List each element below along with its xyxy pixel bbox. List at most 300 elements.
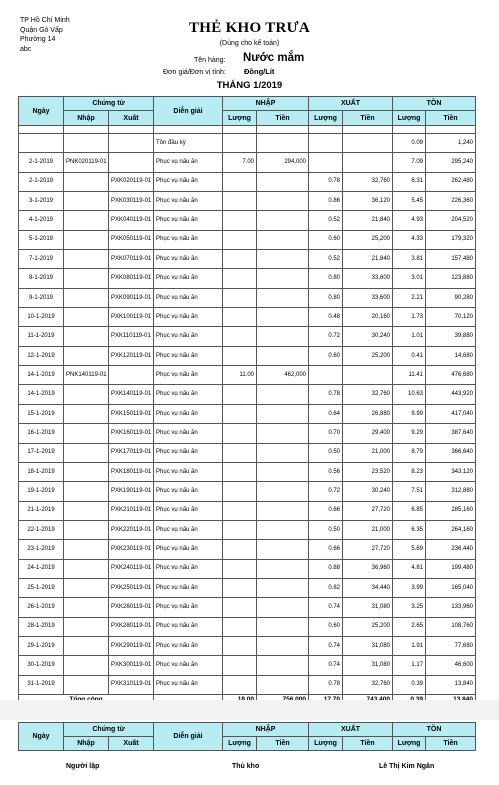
export-qty bbox=[309, 366, 343, 385]
ledger-row bbox=[19, 520, 476, 539]
export-voucher: PXK220119-01 bbox=[109, 520, 154, 539]
entry-description: Phục vụ nấu ăn bbox=[154, 520, 223, 539]
header-stock: TỒN bbox=[393, 97, 476, 111]
stock-qty: 3.81 bbox=[393, 250, 426, 269]
entry-date: 29-1-2019 bbox=[19, 636, 64, 655]
ledger-row bbox=[19, 675, 476, 694]
entry-description: Phục vụ nấu ăn bbox=[154, 617, 223, 636]
import-voucher bbox=[64, 559, 109, 578]
export-voucher: PXK280119-01 bbox=[109, 617, 154, 636]
stock-amount: 123,880 bbox=[426, 269, 476, 288]
export-voucher: PXK110119-01 bbox=[109, 327, 154, 346]
import-voucher bbox=[64, 656, 109, 675]
ledger-row bbox=[19, 192, 476, 211]
import-qty bbox=[223, 327, 257, 346]
ledger-row bbox=[19, 269, 476, 288]
entry-description: Phục vụ nấu ăn bbox=[154, 636, 223, 655]
export-voucher: PXK160119-01 bbox=[109, 424, 154, 443]
import-amount bbox=[257, 424, 309, 443]
entry-date: 31-1-2019 bbox=[19, 675, 64, 694]
export-voucher: PXK250119-01 bbox=[109, 578, 154, 597]
ledger-row bbox=[19, 153, 476, 172]
header-import-amount: Tiền bbox=[257, 111, 309, 126]
stock-amount: 264,160 bbox=[426, 520, 476, 539]
import-qty bbox=[223, 385, 257, 404]
export-qty: 0.78 bbox=[309, 172, 343, 191]
import-amount bbox=[257, 462, 309, 481]
stock-amount: 13,840 bbox=[426, 675, 476, 694]
stock-qty: 1.91 bbox=[393, 636, 426, 655]
stock-amount: 295,240 bbox=[426, 153, 476, 172]
stock-qty: 5.69 bbox=[393, 540, 426, 559]
export-amount: 21,000 bbox=[343, 443, 393, 462]
stock-qty: 11.41 bbox=[393, 366, 426, 385]
org-district: Quận Gò Vấp bbox=[20, 26, 63, 34]
import-voucher bbox=[64, 578, 109, 597]
unit-value: Đồng/Lít bbox=[244, 67, 275, 76]
header-import-doc: Nhập bbox=[64, 737, 109, 751]
entry-description: Phục vụ nấu ăn bbox=[154, 578, 223, 597]
export-voucher: PXK290119-01 bbox=[109, 636, 154, 655]
stock-qty: 9.99 bbox=[393, 404, 426, 423]
entry-date: 2-1-2019 bbox=[19, 153, 64, 172]
entry-description: Phục vụ nấu ăn bbox=[154, 172, 223, 191]
entry-date: 19-1-2019 bbox=[19, 482, 64, 501]
stock-amount: 312,880 bbox=[426, 482, 476, 501]
export-qty: 0.72 bbox=[309, 482, 343, 501]
entry-date: 15-1-2019 bbox=[19, 404, 64, 423]
import-voucher bbox=[64, 172, 109, 191]
stock-qty: 0.39 bbox=[393, 675, 426, 694]
header-import-amount: Tiền bbox=[257, 737, 309, 751]
stock-qty: 2.65 bbox=[393, 617, 426, 636]
import-qty bbox=[223, 211, 257, 230]
entry-date: 22-1-2019 bbox=[19, 520, 64, 539]
stock-amount: 14,680 bbox=[426, 346, 476, 365]
export-voucher: PXK150119-01 bbox=[109, 404, 154, 423]
ledger-row bbox=[19, 346, 476, 365]
export-qty: 0.82 bbox=[309, 578, 343, 597]
import-amount bbox=[257, 443, 309, 462]
import-amount bbox=[257, 192, 309, 211]
item-name-label: Tên hàng: bbox=[194, 57, 226, 64]
stock-qty: 3.25 bbox=[393, 598, 426, 617]
stock-amount: 108,760 bbox=[426, 617, 476, 636]
import-amount bbox=[257, 404, 309, 423]
import-qty bbox=[223, 501, 257, 520]
import-amount bbox=[257, 250, 309, 269]
entry-date: 26-1-2019 bbox=[19, 598, 64, 617]
import-qty bbox=[223, 656, 257, 675]
export-amount: 21,840 bbox=[343, 250, 393, 269]
header-export-amount: Tiền bbox=[343, 111, 393, 126]
page-subtitle: (Dùng cho kế toán) bbox=[219, 40, 280, 47]
header-date: Ngày bbox=[19, 97, 64, 126]
export-qty: 0.48 bbox=[309, 308, 343, 327]
entry-date: 10-1-2019 bbox=[19, 308, 64, 327]
import-voucher bbox=[64, 424, 109, 443]
import-voucher bbox=[64, 308, 109, 327]
import-qty bbox=[223, 462, 257, 481]
export-qty: 0.86 bbox=[309, 192, 343, 211]
export-voucher: PXK180119-01 bbox=[109, 462, 154, 481]
export-qty: 0.52 bbox=[309, 250, 343, 269]
unit-label: Đơn giá/Đơn vị tính: bbox=[163, 69, 226, 76]
entry-description: Phục vụ nấu ăn bbox=[154, 482, 223, 501]
header-export-qty: Lượng bbox=[309, 737, 343, 751]
ledger-row bbox=[19, 656, 476, 675]
export-qty: 0.64 bbox=[309, 404, 343, 423]
export-qty: 0.80 bbox=[309, 269, 343, 288]
import-amount bbox=[257, 211, 309, 230]
import-qty bbox=[223, 598, 257, 617]
entry-date: 30-1-2019 bbox=[19, 656, 64, 675]
export-qty: 0.88 bbox=[309, 559, 343, 578]
stock-qty: 4.93 bbox=[393, 211, 426, 230]
export-voucher: PXK020119-01 bbox=[109, 172, 154, 191]
export-amount: 33,600 bbox=[343, 288, 393, 307]
signature-storekeeper: Thủ kho bbox=[232, 763, 260, 770]
ledger-row bbox=[19, 288, 476, 307]
import-voucher: PNK140119-01 bbox=[64, 366, 109, 385]
ledger-row bbox=[19, 424, 476, 443]
import-amount: 462,000 bbox=[257, 366, 309, 385]
import-amount bbox=[257, 385, 309, 404]
import-qty bbox=[223, 424, 257, 443]
header-date: Ngày bbox=[19, 723, 64, 751]
ledger-row bbox=[19, 366, 476, 385]
export-amount: 36,960 bbox=[343, 559, 393, 578]
import-amount bbox=[257, 269, 309, 288]
stock-amount: 39,880 bbox=[426, 327, 476, 346]
export-qty bbox=[309, 153, 343, 172]
ledger-row bbox=[19, 230, 476, 249]
entry-description: Phục vụ nấu ăn bbox=[154, 598, 223, 617]
export-amount: 36,120 bbox=[343, 192, 393, 211]
ledger-row bbox=[19, 211, 476, 230]
import-amount: 294,000 bbox=[257, 153, 309, 172]
entry-date: 14-1-2019 bbox=[19, 385, 64, 404]
header-export-doc: Xuất bbox=[109, 111, 154, 126]
export-voucher: PXK050119-01 bbox=[109, 230, 154, 249]
import-voucher bbox=[64, 501, 109, 520]
stock-amount: 262,480 bbox=[426, 172, 476, 191]
opening-balance-row bbox=[19, 134, 476, 153]
entry-description: Phục vụ nấu ăn bbox=[154, 501, 223, 520]
export-qty: 0.78 bbox=[309, 385, 343, 404]
export-voucher: PXK070119-01 bbox=[109, 250, 154, 269]
entry-description: Phục vụ nấu ăn bbox=[154, 250, 223, 269]
opening-stock-amount: 1,240 bbox=[426, 134, 476, 153]
export-qty: 0.80 bbox=[309, 288, 343, 307]
import-qty: 11.00 bbox=[223, 366, 257, 385]
export-qty: 0.66 bbox=[309, 501, 343, 520]
entry-date: 11-1-2019 bbox=[19, 327, 64, 346]
import-qty bbox=[223, 578, 257, 597]
export-voucher: PXK120119-01 bbox=[109, 346, 154, 365]
stock-amount: 285,160 bbox=[426, 501, 476, 520]
header-description: Diễn giải bbox=[154, 723, 223, 751]
header-import-qty: Lượng bbox=[223, 737, 257, 751]
stock-amount: 417,040 bbox=[426, 404, 476, 423]
export-voucher: PXK260119-01 bbox=[109, 598, 154, 617]
entry-description: Phục vụ nấu ăn bbox=[154, 269, 223, 288]
export-amount: 30,240 bbox=[343, 482, 393, 501]
ledger-row bbox=[19, 617, 476, 636]
entry-description: Phục vụ nấu ăn bbox=[154, 211, 223, 230]
export-qty: 0.78 bbox=[309, 675, 343, 694]
import-qty bbox=[223, 308, 257, 327]
import-amount bbox=[257, 482, 309, 501]
entry-description: Phục vụ nấu ăn bbox=[154, 366, 223, 385]
entry-date: 16-1-2019 bbox=[19, 424, 64, 443]
entry-description: Phục vụ nấu ăn bbox=[154, 675, 223, 694]
entry-date: 4-1-2019 bbox=[19, 211, 64, 230]
export-amount: 20,160 bbox=[343, 308, 393, 327]
stock-qty: 9.29 bbox=[393, 424, 426, 443]
import-qty bbox=[223, 443, 257, 462]
ledger-row bbox=[19, 501, 476, 520]
page-title: THẺ KHO TRƯA bbox=[188, 20, 311, 36]
org-name: abc bbox=[20, 45, 32, 53]
stock-amount: 226,360 bbox=[426, 192, 476, 211]
import-amount bbox=[257, 308, 309, 327]
entry-description: Phục vụ nấu ăn bbox=[154, 385, 223, 404]
import-amount bbox=[257, 172, 309, 191]
header-stock-amount: Tiền bbox=[426, 111, 476, 126]
export-qty: 0.50 bbox=[309, 520, 343, 539]
ledger-row bbox=[19, 250, 476, 269]
export-qty: 0.66 bbox=[309, 540, 343, 559]
ledger-row bbox=[19, 385, 476, 404]
export-voucher: PXK100119-01 bbox=[109, 308, 154, 327]
export-qty: 0.70 bbox=[309, 424, 343, 443]
stock-qty: 8.79 bbox=[393, 443, 426, 462]
export-amount: 34,440 bbox=[343, 578, 393, 597]
import-amount bbox=[257, 346, 309, 365]
entry-description: Phục vụ nấu ăn bbox=[154, 153, 223, 172]
export-amount: 21,000 bbox=[343, 520, 393, 539]
report-month: THÁNG 1/2019 bbox=[216, 80, 283, 91]
stock-amount: 157,480 bbox=[426, 250, 476, 269]
export-amount: 23,520 bbox=[343, 462, 393, 481]
header-export-amount: Tiền bbox=[343, 737, 393, 751]
import-voucher bbox=[64, 443, 109, 462]
export-amount: 25,200 bbox=[343, 230, 393, 249]
import-voucher bbox=[64, 211, 109, 230]
entry-description: Phục vụ nấu ăn bbox=[154, 288, 223, 307]
entry-date: 18-1-2019 bbox=[19, 462, 64, 481]
ledger-row bbox=[19, 443, 476, 462]
ledger-row bbox=[19, 540, 476, 559]
export-voucher: PXK080119-01 bbox=[109, 269, 154, 288]
stock-amount: 70,120 bbox=[426, 308, 476, 327]
import-qty bbox=[223, 636, 257, 655]
export-amount: 32,760 bbox=[343, 385, 393, 404]
header-stock-qty: Lượng bbox=[393, 737, 426, 751]
import-qty bbox=[223, 230, 257, 249]
ledger-row bbox=[19, 559, 476, 578]
header-stock-qty: Lượng bbox=[393, 111, 426, 126]
export-voucher: PXK300119-01 bbox=[109, 656, 154, 675]
export-qty: 0.74 bbox=[309, 598, 343, 617]
entry-date: 17-1-2019 bbox=[19, 443, 64, 462]
import-amount bbox=[257, 540, 309, 559]
export-amount: 26,880 bbox=[343, 404, 393, 423]
export-amount: 32,760 bbox=[343, 675, 393, 694]
export-voucher bbox=[109, 366, 154, 385]
import-amount bbox=[257, 578, 309, 597]
entry-description: Phục vụ nấu ăn bbox=[154, 192, 223, 211]
import-amount bbox=[257, 656, 309, 675]
entry-description: Phục vụ nấu ăn bbox=[154, 404, 223, 423]
entry-date: 21-1-2019 bbox=[19, 501, 64, 520]
import-amount bbox=[257, 230, 309, 249]
header-export-qty: Lượng bbox=[309, 111, 343, 126]
entry-description: Phục vụ nấu ăn bbox=[154, 308, 223, 327]
header-voucher: Chứng từ bbox=[64, 97, 154, 111]
export-voucher: PXK140119-01 bbox=[109, 385, 154, 404]
opening-stock-qty: 0.09 bbox=[393, 134, 426, 153]
export-amount: 31,080 bbox=[343, 656, 393, 675]
import-qty bbox=[223, 346, 257, 365]
export-voucher: PXK170119-01 bbox=[109, 443, 154, 462]
header-voucher: Chứng từ bbox=[64, 723, 154, 737]
entry-date: 7-1-2019 bbox=[19, 250, 64, 269]
export-amount: 29,400 bbox=[343, 424, 393, 443]
export-amount bbox=[343, 153, 393, 172]
stock-amount: 343,120 bbox=[426, 462, 476, 481]
stock-amount: 199,480 bbox=[426, 559, 476, 578]
repeated-header-table bbox=[18, 722, 476, 751]
export-amount: 30,240 bbox=[343, 327, 393, 346]
export-amount: 32,760 bbox=[343, 172, 393, 191]
import-qty bbox=[223, 559, 257, 578]
header-stock-amount: Tiền bbox=[426, 737, 476, 751]
ledger-row bbox=[19, 462, 476, 481]
import-voucher bbox=[64, 230, 109, 249]
export-amount: 31,080 bbox=[343, 598, 393, 617]
stock-qty: 2.21 bbox=[393, 288, 426, 307]
header-export: XUẤT bbox=[309, 97, 393, 111]
stock-qty: 7.51 bbox=[393, 482, 426, 501]
import-amount bbox=[257, 559, 309, 578]
header-import: NHẬP bbox=[223, 97, 309, 111]
import-qty bbox=[223, 520, 257, 539]
export-amount: 27,720 bbox=[343, 501, 393, 520]
stock-amount: 165,040 bbox=[426, 578, 476, 597]
signature-name: Lê Thị Kim Ngân bbox=[379, 763, 435, 770]
stock-qty: 1.17 bbox=[393, 656, 426, 675]
import-qty: 7.00 bbox=[223, 153, 257, 172]
entry-date: 2-1-2019 bbox=[19, 172, 64, 191]
entry-description: Phục vụ nấu ăn bbox=[154, 346, 223, 365]
stock-amount: 204,520 bbox=[426, 211, 476, 230]
entry-date: 8-1-2019 bbox=[19, 269, 64, 288]
export-qty: 0.72 bbox=[309, 327, 343, 346]
export-amount bbox=[343, 366, 393, 385]
import-voucher bbox=[64, 540, 109, 559]
import-qty bbox=[223, 617, 257, 636]
entry-date: 5-1-2019 bbox=[19, 230, 64, 249]
import-amount bbox=[257, 288, 309, 307]
export-amount: 25,200 bbox=[343, 346, 393, 365]
import-qty bbox=[223, 288, 257, 307]
import-voucher bbox=[64, 327, 109, 346]
import-qty bbox=[223, 192, 257, 211]
export-voucher: PXK040119-01 bbox=[109, 211, 154, 230]
ledger-row bbox=[19, 404, 476, 423]
import-qty bbox=[223, 540, 257, 559]
org-ward: Phường 14 bbox=[20, 36, 56, 43]
import-voucher bbox=[64, 617, 109, 636]
stock-amount: 236,440 bbox=[426, 540, 476, 559]
ledger-row bbox=[19, 598, 476, 617]
export-voucher: PXK210119-01 bbox=[109, 501, 154, 520]
stock-amount: 179,320 bbox=[426, 230, 476, 249]
export-qty: 0.52 bbox=[309, 211, 343, 230]
entry-description: Phục vụ nấu ăn bbox=[154, 424, 223, 443]
export-qty: 0.74 bbox=[309, 636, 343, 655]
export-qty: 0.60 bbox=[309, 346, 343, 365]
stock-qty: 1.01 bbox=[393, 327, 426, 346]
import-voucher bbox=[64, 288, 109, 307]
entry-description: Phục vụ nấu ăn bbox=[154, 656, 223, 675]
import-amount bbox=[257, 617, 309, 636]
stock-qty: 3.01 bbox=[393, 269, 426, 288]
inventory-table bbox=[18, 96, 476, 707]
stock-qty: 1.73 bbox=[393, 308, 426, 327]
import-voucher bbox=[64, 346, 109, 365]
stock-qty: 4.81 bbox=[393, 559, 426, 578]
stock-amount: 133,960 bbox=[426, 598, 476, 617]
header-export-doc: Xuất bbox=[109, 737, 154, 751]
entry-date: 3-1-2019 bbox=[19, 192, 64, 211]
export-voucher: PXK090119-01 bbox=[109, 288, 154, 307]
entry-date: 23-1-2019 bbox=[19, 540, 64, 559]
export-amount: 31,080 bbox=[343, 636, 393, 655]
import-amount bbox=[257, 636, 309, 655]
import-qty bbox=[223, 404, 257, 423]
stock-qty: 10.63 bbox=[393, 385, 426, 404]
stock-amount: 443,920 bbox=[426, 385, 476, 404]
header-import-qty: Lượng bbox=[223, 111, 257, 126]
page-break bbox=[0, 700, 499, 720]
import-amount bbox=[257, 598, 309, 617]
spacer-row bbox=[19, 126, 476, 134]
import-qty bbox=[223, 482, 257, 501]
import-voucher bbox=[64, 675, 109, 694]
entry-description: Phục vụ nấu ăn bbox=[154, 540, 223, 559]
entry-date: 14-1-2019 bbox=[19, 366, 64, 385]
export-voucher: PXK240119-01 bbox=[109, 559, 154, 578]
import-qty bbox=[223, 172, 257, 191]
stock-qty: 8.23 bbox=[393, 462, 426, 481]
ledger-row bbox=[19, 578, 476, 597]
import-amount bbox=[257, 675, 309, 694]
export-voucher: PXK310119-01 bbox=[109, 675, 154, 694]
header-stock: TỒN bbox=[393, 723, 476, 737]
import-voucher bbox=[64, 520, 109, 539]
import-voucher bbox=[64, 192, 109, 211]
export-qty: 0.50 bbox=[309, 443, 343, 462]
stock-qty: 7.09 bbox=[393, 153, 426, 172]
entry-date: 9-1-2019 bbox=[19, 288, 64, 307]
entry-date: 12-1-2019 bbox=[19, 346, 64, 365]
ledger-row bbox=[19, 172, 476, 191]
import-voucher bbox=[64, 462, 109, 481]
entry-description: Phục vụ nấu ăn bbox=[154, 559, 223, 578]
